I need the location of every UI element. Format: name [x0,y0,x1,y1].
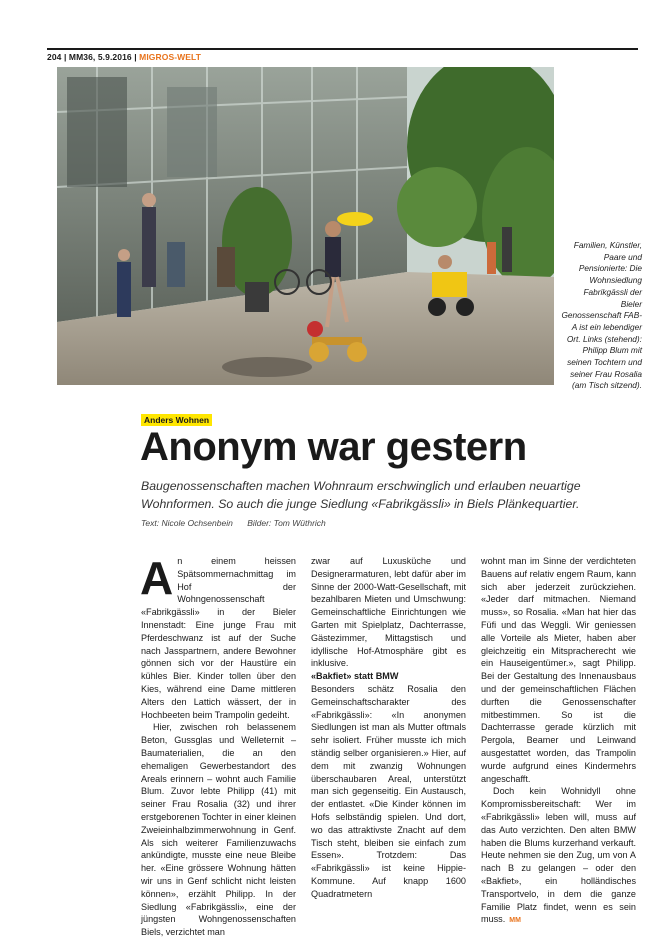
article-column-2 [311,555,466,901]
lead-paragraph: Baugenossenschaften machen Wohnraum erschwinglich und erlauben neuartige Wohnformen. So auch die junge Siedlung «Fabrikgässli» in Biels Plänkequartier. [141,479,581,511]
text-credit: Text: Nicole Ochsenbein [141,518,233,528]
body-paragraph: Besonders schätz Rosalia den Gemeinschaftscharakter des «Fabrikgässli»: «In anonymen Siedlungen ist man als Mutter oftmals sehr isoliert. Früher musste ich mich ständig selber organisieren.» Hier, auf dem mit zwanzig Wohnungen überschaubaren Areal, unterstützt man sich gegenseitig. Ein Austausch, der entlastet. «Die Kinder können im Hofs selbständig spielen. Und dort, wo das attraktivste Znacht auf dem Tisch steht, bleiben sie einfach zum Essen». Trotzdem: Das «Fabrikgässli» ist keine Hippie-Kommune. Auf knapp 1600 Quadratmetern [311,683,466,899]
drop-cap: A [140,552,174,604]
body-paragraph: wohnt man im Sinne der verdichteten Bauens auf relativ engem Raum, kann sich aber jederzeit zurückziehen. «Jeder darf mitmachen. Niemand muss», so Rosalia. «Man hat hier das Füfi und das Weggli. Wir geniessen alle Vorteile als Mieter, haben aber gleichzeitig ein Mitspracherecht wie ein Hauseigentümer.», sagt Philipp. Bei der Gestaltung des Innenausbaus und der gemeinschaftlichen Flächen durften die Genossenschafter mitbestimmen. So ist die Dachterrasse gerade kürzlich mit Pergola, Beamer und Leinwand ausgestattet worden, das Trampolin wurde aufgrund eines Kindermehrs angeschafft. [481,556,636,784]
body-text: Doch kein Wohnidyll ohne Kompromissbereitschaft: Wer im «Fabrikgässli» leben will, muss auf das Auto verzichten. Den alten BMW haben die Blums kurzerhand verkauft. Heute nehmen sie den Zug, um von A nach B zu gelangen – oder den «Bakfiet», ein holländisches Transportvelo, in dem die ganze Familie Platz findet, wenn es sein muss. [481,786,636,925]
subheading: «Bakfiet» statt BMW [311,671,399,682]
article-column-3 [481,555,636,928]
body-paragraph: zwar auf Luxusküche und Designerarmaturen, lebt dafür aber im Sinne der 2000-Watt-Gesellschaft, mit bezahlbaren Mieten und Umschwung: Gemeinschaftliche Einrichtungen wie Garten mit Spielplatz, Dachterrasse, Gästezimmer, Mittagstisch und idyllische Hof-Atmosphäre gibt es inklusive. [311,556,466,669]
courtyard-photo [57,67,554,385]
issue-date: MM36, 5.9.2016 [68,52,132,62]
page-header: 204 | MM36, 5.9.2016 | MIGROS-WELT [47,52,202,62]
body-paragraph: Hier, zwischen roh belassenem Beton, Gussglas und Welleternit – Baumaterialien, die an den ehemaligen Gewerbestandort des Areals erinnern – wohnt auch Familie Blum. Zuvor lebte Philipp (41) mit seiner Frau Rosalia (32) und ihrer erstgeborenen Tochter in einer kleinen Zweieinhalbzimmerwohnung in Genf. Als sich weiterer Familienzuwachs ankündigte, musste eine neue Bleibe her. «Eine grössere Wohnung hätten wir uns in Genf schlicht nicht leisten können», erzählt Philipp. In der Siedlung «Fabrikgässli», eine der jüngsten Wohngenossenschaften Biels, verzichtet man [141,722,296,938]
section-label: MIGROS-WELT [139,52,202,62]
rubric-tag: Anders Wohnen [141,414,212,426]
article-column-1 [140,552,296,939]
credits [141,518,326,528]
photo-caption: Familien, Künstler, Paare und Pensionierte: Die Wohnsiedlung Fabrikgässli der Bieler Genossenschaft FAB-A ist ein lebendiger Ort. Links (stehend): Philipp Blum mit seinen Tochtern und seiner Frau Rosalia (am Tisch sitzend). [561,240,642,391]
page-number: 204 [47,52,62,62]
body-paragraph: n einem heissen Spätsommernachmittag im Hof der Wohngenossenschaft «Fabrikgässli» in der Bieler Innenstadt: Eine junge Frau mit Pferdeschwanz ist auf der Suche nach Jasspartnern, andere Bewohner gönnen sich vor der Haustüre ein kühles Bier. Kinder tollen über den Kies, während eine Dame mittleren Alters den Lattich wässert, der in Hochbeeten beim Trampolin gedeiht. [141,556,296,720]
headline: Anonym war gestern [140,425,527,469]
end-mark: MM [509,917,521,925]
image-credit: Bilder: Tom Wüthrich [247,518,326,528]
header-rule [47,48,638,50]
